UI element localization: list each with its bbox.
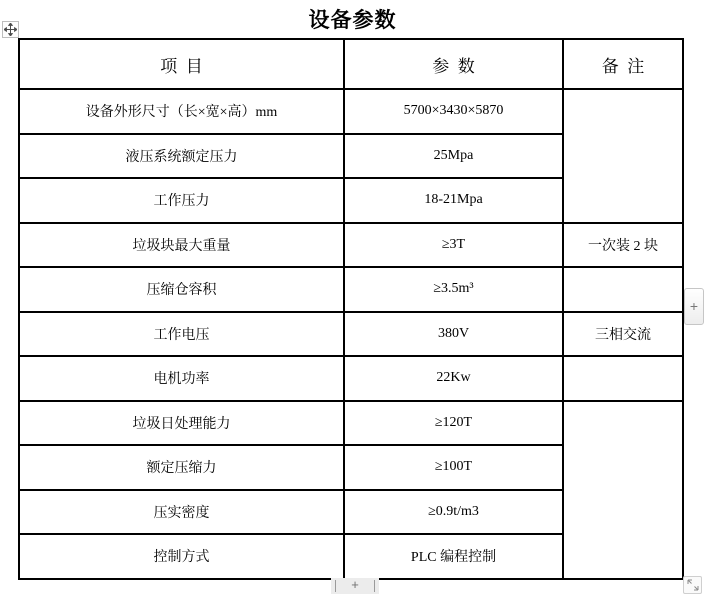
add-row-button[interactable]	[331, 578, 379, 594]
remark-cell-merged[interactable]	[563, 89, 683, 223]
item-cell[interactable]: 压缩仓容积	[19, 267, 344, 312]
item-cell[interactable]: 设备外形尺寸（长×宽×高）mm	[19, 89, 344, 134]
remark-cell[interactable]: 三相交流	[563, 312, 683, 357]
move-arrows-icon	[4, 23, 17, 36]
param-cell[interactable]: ≥3T	[344, 223, 563, 268]
table-row	[19, 223, 683, 268]
param-cell[interactable]: 380V	[344, 312, 563, 357]
param-cell[interactable]: PLC 编程控制	[344, 534, 563, 579]
table-row	[19, 356, 683, 401]
item-cell[interactable]: 垃圾日处理能力	[19, 401, 344, 446]
param-cell[interactable]: ≥100T	[344, 445, 563, 490]
table-resize-handle[interactable]	[683, 576, 702, 594]
remark-cell-merged[interactable]	[563, 401, 683, 579]
param-cell[interactable]: 22Kw	[344, 356, 563, 401]
equipment-parameters-table	[18, 38, 684, 580]
header-param[interactable]: 参 数	[344, 39, 563, 89]
table-row	[19, 267, 683, 312]
item-cell[interactable]: 工作压力	[19, 178, 344, 223]
remark-cell[interactable]: 一次装 2 块	[563, 223, 683, 268]
header-remark[interactable]: 备 注	[563, 39, 683, 89]
item-cell[interactable]: 液压系统额定压力	[19, 134, 344, 179]
item-cell[interactable]: 工作电压	[19, 312, 344, 357]
item-cell[interactable]: 电机功率	[19, 356, 344, 401]
item-cell[interactable]: 额定压缩力	[19, 445, 344, 490]
param-cell[interactable]: ≥3.5m³	[344, 267, 563, 312]
add-column-button[interactable]	[684, 288, 704, 325]
remark-cell[interactable]	[563, 267, 683, 312]
table-row	[19, 401, 683, 446]
plus-icon: +	[689, 298, 699, 314]
table-row	[19, 312, 683, 357]
param-cell[interactable]: 18-21Mpa	[344, 178, 563, 223]
item-cell[interactable]: 控制方式	[19, 534, 344, 579]
header-row	[19, 39, 683, 89]
item-cell[interactable]: 垃圾块最大重量	[19, 223, 344, 268]
param-cell[interactable]: ≥0.9t/m3	[344, 490, 563, 535]
param-cell[interactable]: 5700×3430×5870	[344, 89, 563, 134]
remark-cell[interactable]	[563, 356, 683, 401]
diagonal-resize-icon	[687, 579, 699, 591]
param-cell[interactable]: ≥120T	[344, 401, 563, 446]
item-cell[interactable]: 压实密度	[19, 490, 344, 535]
table-move-handle[interactable]	[2, 21, 19, 38]
param-cell[interactable]: 25Mpa	[344, 134, 563, 179]
header-item[interactable]: 项 目	[19, 39, 344, 89]
page-title: 设备参数	[308, 9, 397, 32]
plus-icon: +	[351, 577, 359, 592]
table-row	[19, 89, 683, 134]
